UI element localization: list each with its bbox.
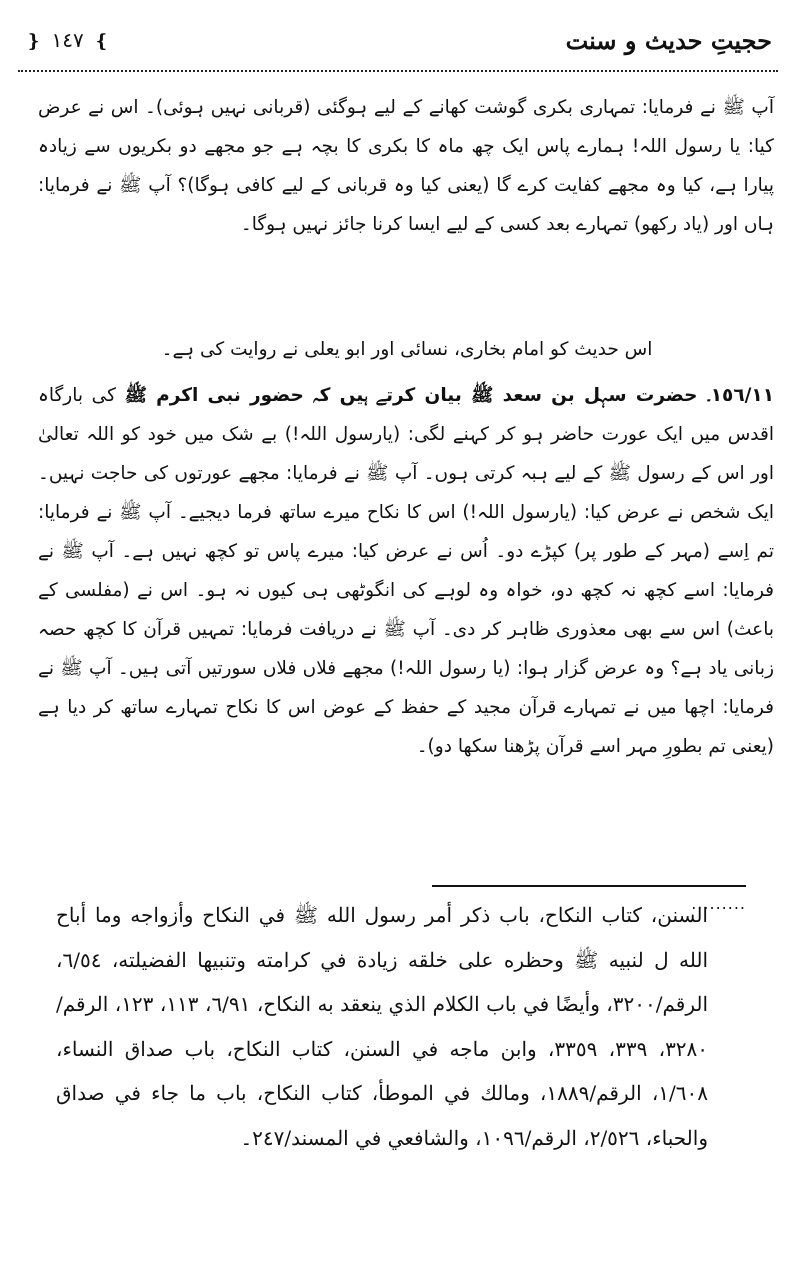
ornament-icon: ❵ <box>94 31 110 52</box>
footnote-marker: ......... <box>691 894 746 913</box>
running-title: حجیتِ حدیث و سنت <box>565 26 772 55</box>
paragraph-3 <box>38 376 774 766</box>
page-header <box>20 22 778 62</box>
page-number-block <box>22 28 113 52</box>
paragraph-1: آپ ﷺ نے فرمایا: تمہاری بکری گوشت کھانے کے لیے ہوگئی (قربانی نہیں ہوئی)۔ اس نے عرض کیا: یا رسول اللہ! ہمارے پاس ایک چھ ماہ کا بکری کا بچہ ہے جو مجھے دو بکریوں سے زیادہ پیارا ہے، کیا وہ مجھے کفایت کرے گا (یعنی کیا وہ قربانی کے لیے کافی ہوگا)؟ آپ ﷺ نے فرمایا: ہاں اور (یاد رکھو) تمہارے بعد کسی کے لیے ایسا کرنا جائز نہیں ہوگا۔ <box>38 97 774 235</box>
paragraph-2: اس حدیث کو امام بخاری، نسائی اور ابو یعلی نے روایت کی ہے۔ <box>161 339 653 360</box>
footnote-divider <box>432 885 746 887</box>
ornament-icon: ❴ <box>26 31 42 52</box>
page-number: ١٤٧ <box>51 28 84 52</box>
hadith-text: کی بارگاہ اقدس میں ایک عورت حاضر ہو کر کہنے لگی: (یارسول اللہ!) بے شک میں خود کو اللہ تعالیٰ اور اس کے رسول ﷺ کے لیے ہبہ کرتی ہوں۔ آپ ﷺ نے فرمایا: مجھے عورتوں کی حاجت نہیں۔ ایک شخص نے عرض کیا: (یارسول اللہ!) اس کا نکاح میرے ساتھ فرما دیجیے۔ آپ ﷺ نے فرمایا: تم اِسے (مہر کے طور پر) کپڑے دو۔ اُس نے عرض کیا: میرے پاس تو کچھ نہیں ہے۔ آپ ﷺ نے فرمایا: اسے کچھ نہ کچھ دو، خواہ وہ لوہے کی انگوٹھی ہی کیوں نہ ہو۔ اس نے (مفلسی کے باعث) اس سے بھی معذوری ظاہر کر دی۔ آپ ﷺ نے دریافت فرمایا: تمہیں قرآن کا کچھ حصہ زبانی یاد ہے؟ وہ عرض گزار ہوا: (یا رسول اللہ!) مجھے فلاں فلاں سورتیں آتی ہیں۔ آپ ﷺ نے فرمایا: اچھا میں نے تمہارے قرآن مجید کے حفظ کے عوض اس کا نکاح تمہارے ساتھ کر دیا ہے (یعنی تم بطورِ مہر اسے قرآن پڑھنا سکھا دو)۔ <box>38 385 774 757</box>
hadith-number-lead: ١٥٦/١١۔ حضرت سہل بن سعد ﷺ بیان کرتے ہیں کہ حضور نبی اکرم ﷺ <box>124 385 774 406</box>
footnote-reference: السنن، كتاب النكاح، باب ذكر أمر رسول الله ﷺ في النكاح وأزواجه وما أباح الله ل لنبيه ﷺ وحظره على خلقه زيادة في كرامته وتنبيها الفضيلته، ٦/٥٤، الرقم/٣٢٠٠، وأيضًا في باب الكلام الذي ينعقد به النكاح، ٦/٩١، ١١٣، ١٢٣، الرقم/٣٢٨٠، ٣٣٩، ٣٣٥٩، وابن ماجه في السنن، كتاب النكاح، باب صداق النساء، ١/٦٠٨، الرقم/١٨٨٩، ومالك في الموطأ، كتاب النكاح، باب ما جاء في صداق والحباء، ٢/٥٢٦، الرقم/١٠٩٦، والشافعي في المسند/٢٤٧۔ <box>56 903 709 1150</box>
header-divider <box>18 70 778 72</box>
